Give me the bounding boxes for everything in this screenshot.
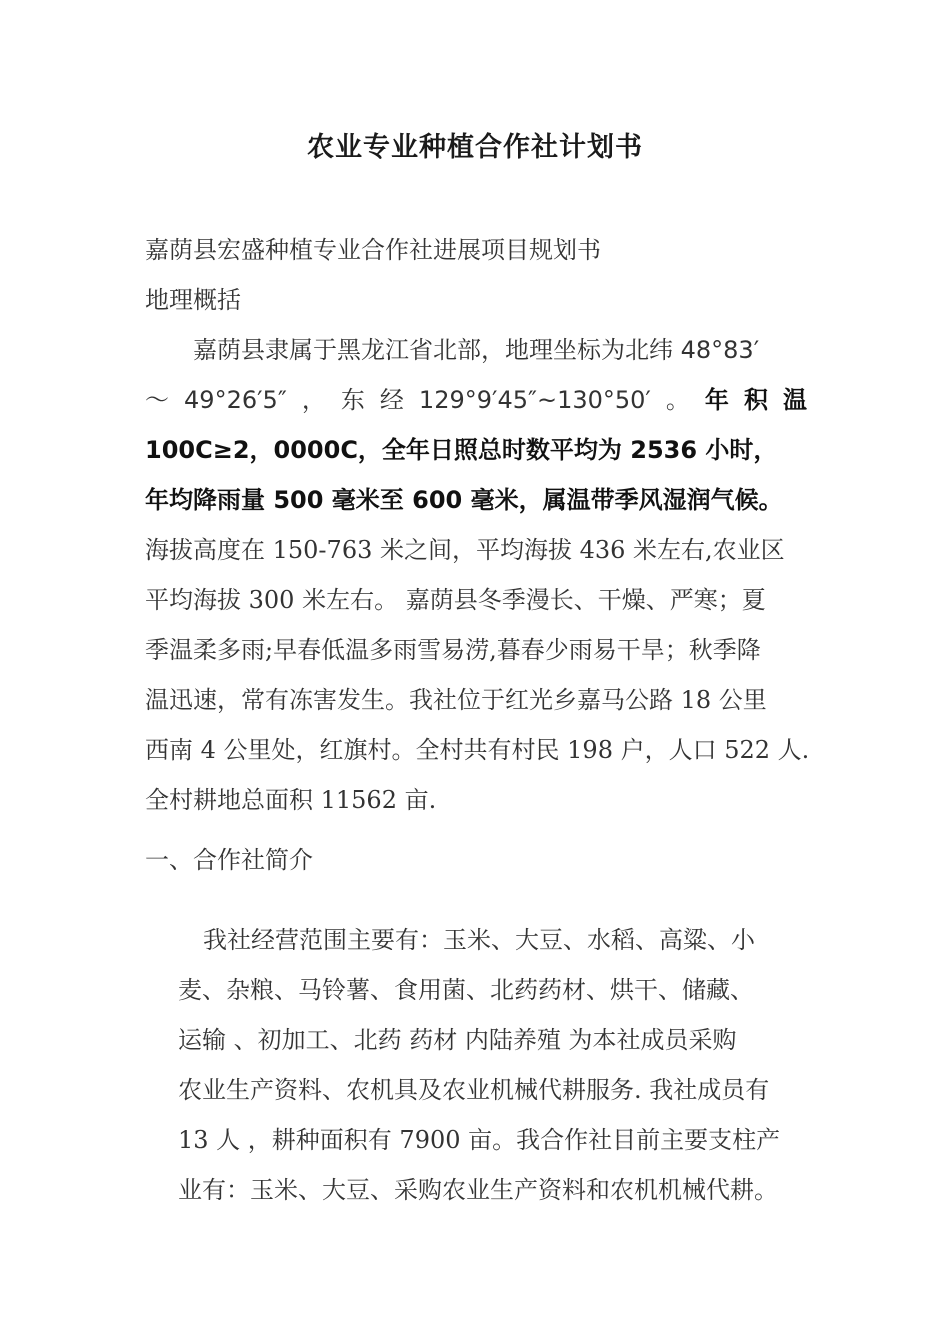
paragraph-line: 100C≥2，0000C，全年日照总时数平均为 2536 小时， — [145, 436, 778, 464]
paragraph-line: 西南 4 公里处，红旗村。全村共有村民 198 户，人口 522 人. — [145, 736, 810, 764]
paragraph-line-justified — [145, 382, 807, 418]
text-fragment: 温 — [782, 386, 807, 414]
text-fragment: ， — [301, 386, 326, 414]
text-fragment: 。 — [665, 386, 690, 414]
paragraph-line: 季温柔多雨;早春低温多雨雪易涝,暮春少雨易干旱；秋季降 — [145, 636, 761, 664]
text-fragment: 年 — [704, 386, 729, 414]
paragraph-line: 麦、杂粮、马铃薯、食用菌、北药药材、烘干、储藏、 — [178, 976, 754, 1004]
paragraph-line: 温迅速，常有冻害发生。我社位于红光乡嘉马公路 18 公里 — [145, 686, 767, 714]
document-title: 农业专业种植合作社计划书 — [307, 132, 643, 163]
document-subtitle: 嘉荫县宏盛种植专业合作社进展项目规划书 — [145, 236, 601, 264]
paragraph-line: 运输 、初加工、北药 药材 内陆养殖 为本社成员采购 — [178, 1026, 737, 1054]
paragraph-line: 全村耕地总面积 11562 亩. — [145, 786, 437, 814]
paragraph-line: 我社经营范围主要有：玉米、大豆、水稻、高粱、小 — [203, 926, 755, 954]
text-fragment: 积 — [743, 386, 768, 414]
section-heading-intro: 一、合作社简介 — [145, 846, 313, 874]
text-fragment: ～ — [145, 386, 169, 414]
paragraph-line: 海拔高度在 150-763 米之间，平均海拔 436 米左右,农业区 — [145, 536, 785, 564]
paragraph-line: 嘉荫县隶属于黑龙江省北部，地理坐标为北纬 48°83′ — [193, 336, 760, 364]
text-fragment: 49°26′5″ — [184, 386, 287, 414]
paragraph-line: 13 人 ，耕种面积有 7900 亩。我合作社目前主要支柱产 — [178, 1126, 781, 1154]
section-heading-geography: 地理概括 — [145, 286, 241, 314]
paragraph-line: 农业生产资料、农机具及农业机械代耕服务. 我社成员有 — [178, 1076, 770, 1104]
text-fragment: 东 — [340, 386, 365, 414]
paragraph-line: 年均降雨量 500 毫米至 600 毫米，属温带季风湿润气候。 — [145, 486, 783, 514]
text-fragment: 经 — [379, 386, 404, 414]
text-fragment: 129°9′45″~130°50′ — [418, 386, 651, 414]
paragraph-line: 业有：玉米、大豆、采购农业生产资料和农机机械代耕。 — [178, 1176, 778, 1204]
paragraph-line: 平均海拔 300 米左右。 嘉荫县冬季漫长、干燥、严寒；夏 — [145, 586, 766, 614]
